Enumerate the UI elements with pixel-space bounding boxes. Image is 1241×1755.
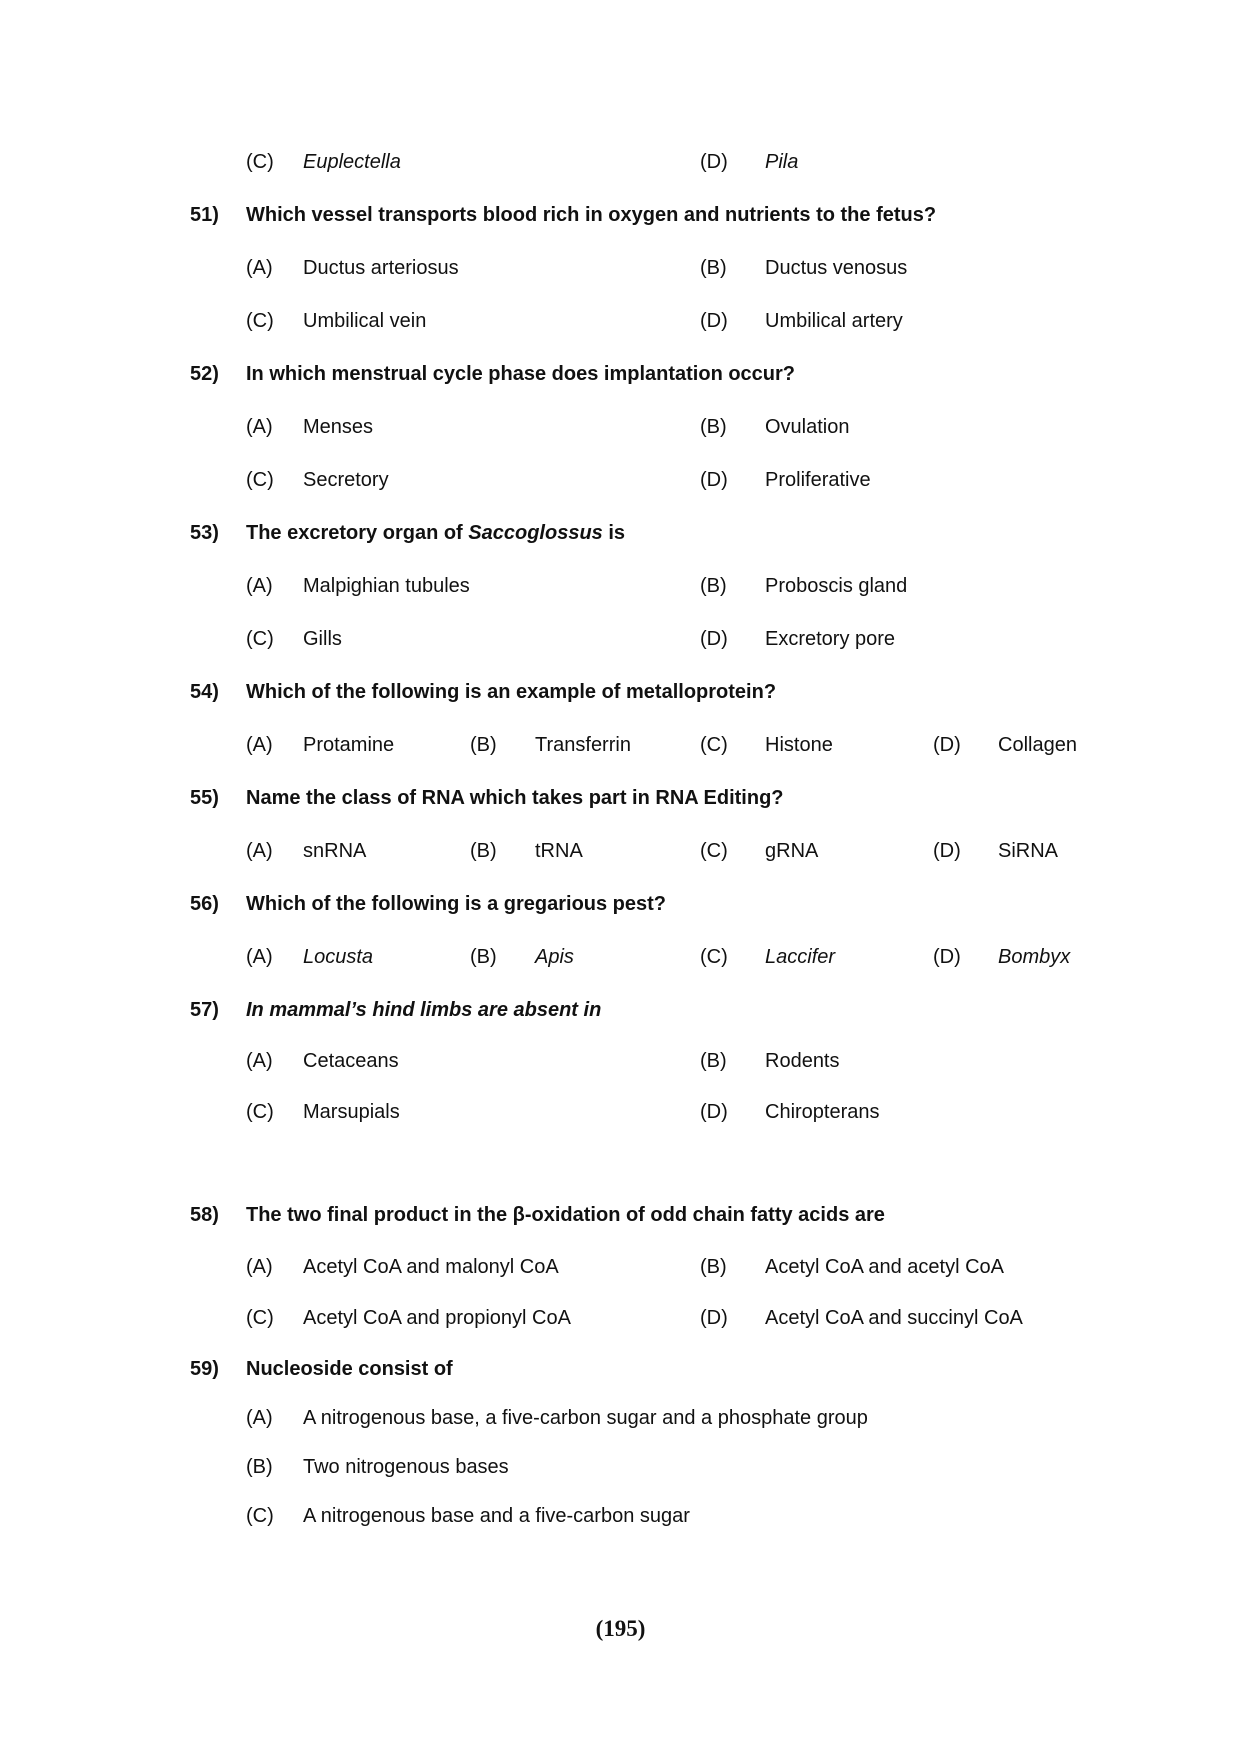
option-text: Umbilical vein [303, 310, 427, 332]
option-label: (D) [700, 151, 728, 173]
option-text: Acetyl CoA and malonyl CoA [303, 1256, 559, 1278]
option-label: (B) [470, 840, 497, 862]
option-label: (C) [700, 840, 728, 862]
option-text: A nitrogenous base and a five-carbon sugar [303, 1505, 690, 1527]
question-51 [0, 200, 1241, 230]
option-text: Acetyl CoA and succinyl CoA [765, 1307, 1023, 1329]
option-label: (D) [700, 1101, 728, 1123]
question-number: 59) [190, 1358, 219, 1380]
question-text-part: is [602, 522, 626, 544]
option-text: Malpighian tubules [303, 575, 470, 597]
option-row [0, 465, 1241, 495]
option-label: (D) [700, 1307, 728, 1329]
option-row [0, 1046, 1241, 1076]
option-label: (A) [246, 1407, 273, 1429]
option-row [0, 1452, 1241, 1482]
option-text: Acetyl CoA and propionyl CoA [303, 1307, 571, 1329]
option-text: Bombyx [998, 946, 1071, 968]
option-text: SiRNA [998, 840, 1059, 862]
option-label: (C) [246, 151, 274, 173]
option-row [0, 730, 1241, 760]
question-text: Nucleoside consist of [246, 1358, 453, 1380]
option-row [0, 942, 1241, 972]
option-text: tRNA [535, 840, 583, 862]
option-text: Umbilical artery [765, 310, 903, 332]
question-text: In which menstrual cycle phase does implantation occur? [246, 363, 796, 385]
option-text: A nitrogenous base, a five-carbon sugar and a phosphate group [303, 1407, 868, 1429]
option-text: Laccifer [765, 946, 836, 968]
option-row [0, 412, 1241, 442]
option-row [0, 624, 1241, 654]
question-text: Name the class of RNA which takes part in RNA Editing? [246, 787, 784, 809]
option-label: (B) [700, 1256, 727, 1278]
question-55 [0, 783, 1241, 813]
option-text: Rodents [765, 1050, 840, 1072]
option-label: (A) [246, 575, 273, 597]
option-text: Locusta [303, 946, 374, 968]
option-label: (A) [246, 734, 273, 756]
option-text: Ovulation [765, 416, 850, 438]
option-text: Collagen [998, 734, 1077, 756]
question-52 [0, 359, 1241, 389]
question-53 [0, 518, 1241, 548]
option-text: Acetyl CoA and acetyl CoA [765, 1256, 1005, 1278]
option-label: (C) [246, 1101, 274, 1123]
option-label: (D) [700, 628, 728, 650]
question-57 [0, 995, 1241, 1025]
question-59 [0, 1354, 1241, 1384]
option-text: Protamine [303, 734, 395, 756]
option-row [0, 1303, 1241, 1333]
option-label: (C) [700, 946, 728, 968]
option-text: Proliferative [765, 469, 871, 491]
option-label: (D) [933, 946, 961, 968]
option-text: Histone [765, 734, 833, 756]
question-58 [0, 1200, 1241, 1230]
option-text: Ductus arteriosus [303, 257, 459, 279]
option-label: (D) [933, 734, 961, 756]
question-text-part: The excretory organ of [246, 522, 469, 544]
option-row [0, 147, 1241, 177]
option-row [0, 1501, 1241, 1531]
question-text: The two final product in the β-oxidation of odd chain fatty acids are [246, 1204, 885, 1226]
question-text [246, 518, 625, 548]
option-label: (A) [246, 1256, 273, 1278]
option-text: Two nitrogenous bases [303, 1456, 509, 1478]
option-text: Cetaceans [303, 1050, 399, 1072]
option-label: (B) [246, 1456, 273, 1478]
option-row [0, 253, 1241, 283]
option-text: Euplectella [303, 151, 401, 173]
option-text: Gills [303, 628, 342, 650]
option-label: (D) [700, 469, 728, 491]
option-text: Menses [303, 416, 374, 438]
question-number: 54) [190, 681, 219, 703]
option-row [0, 306, 1241, 336]
option-label: (B) [470, 946, 497, 968]
option-label: (C) [246, 628, 274, 650]
option-label: (B) [700, 257, 727, 279]
option-label: (D) [933, 840, 961, 862]
option-label: (A) [246, 1050, 273, 1072]
question-number: 57) [190, 999, 219, 1021]
option-label: (A) [246, 946, 273, 968]
option-text: Transferrin [535, 734, 631, 756]
question-text: Which vessel transports blood rich in oxygen and nutrients to the fetus? [246, 204, 937, 226]
option-label: (A) [246, 840, 273, 862]
question-number: 51) [190, 204, 219, 226]
option-label: (A) [246, 257, 273, 279]
option-text: Marsupials [303, 1101, 400, 1123]
page-number: (195) [595, 1616, 646, 1641]
option-label: (C) [700, 734, 728, 756]
question-text: Which of the following is an example of metalloprotein? [246, 681, 777, 703]
option-row [0, 1097, 1241, 1127]
option-label: (A) [246, 416, 273, 438]
option-text: snRNA [303, 840, 367, 862]
option-label: (B) [470, 734, 497, 756]
option-row [0, 1252, 1241, 1282]
question-text: In mammal’s hind limbs are absent in [246, 999, 602, 1021]
option-label: (B) [700, 416, 727, 438]
option-label: (C) [246, 310, 274, 332]
question-text-italic: Saccoglossus [468, 522, 603, 544]
option-text: gRNA [765, 840, 819, 862]
question-56 [0, 889, 1241, 919]
option-text: Excretory pore [765, 628, 896, 650]
option-row [0, 836, 1241, 866]
option-label: (C) [246, 469, 274, 491]
question-text: Which of the following is a gregarious pest? [246, 893, 667, 915]
option-row [0, 571, 1241, 601]
option-label: (C) [246, 1505, 274, 1527]
question-54 [0, 677, 1241, 707]
question-number: 56) [190, 893, 219, 915]
question-number: 53) [190, 522, 219, 544]
option-row [0, 1403, 1241, 1433]
option-label: (D) [700, 310, 728, 332]
option-text: Pila [765, 151, 799, 173]
option-label: (B) [700, 1050, 727, 1072]
question-number: 52) [190, 363, 219, 385]
question-number: 58) [190, 1204, 219, 1226]
option-text: Chiropterans [765, 1101, 880, 1123]
option-text: Secretory [303, 469, 389, 491]
option-text: Proboscis gland [765, 575, 908, 597]
question-number: 55) [190, 787, 219, 809]
option-text: Apis [535, 946, 574, 968]
option-text: Ductus venosus [765, 257, 908, 279]
option-label: (B) [700, 575, 727, 597]
option-label: (C) [246, 1307, 274, 1329]
